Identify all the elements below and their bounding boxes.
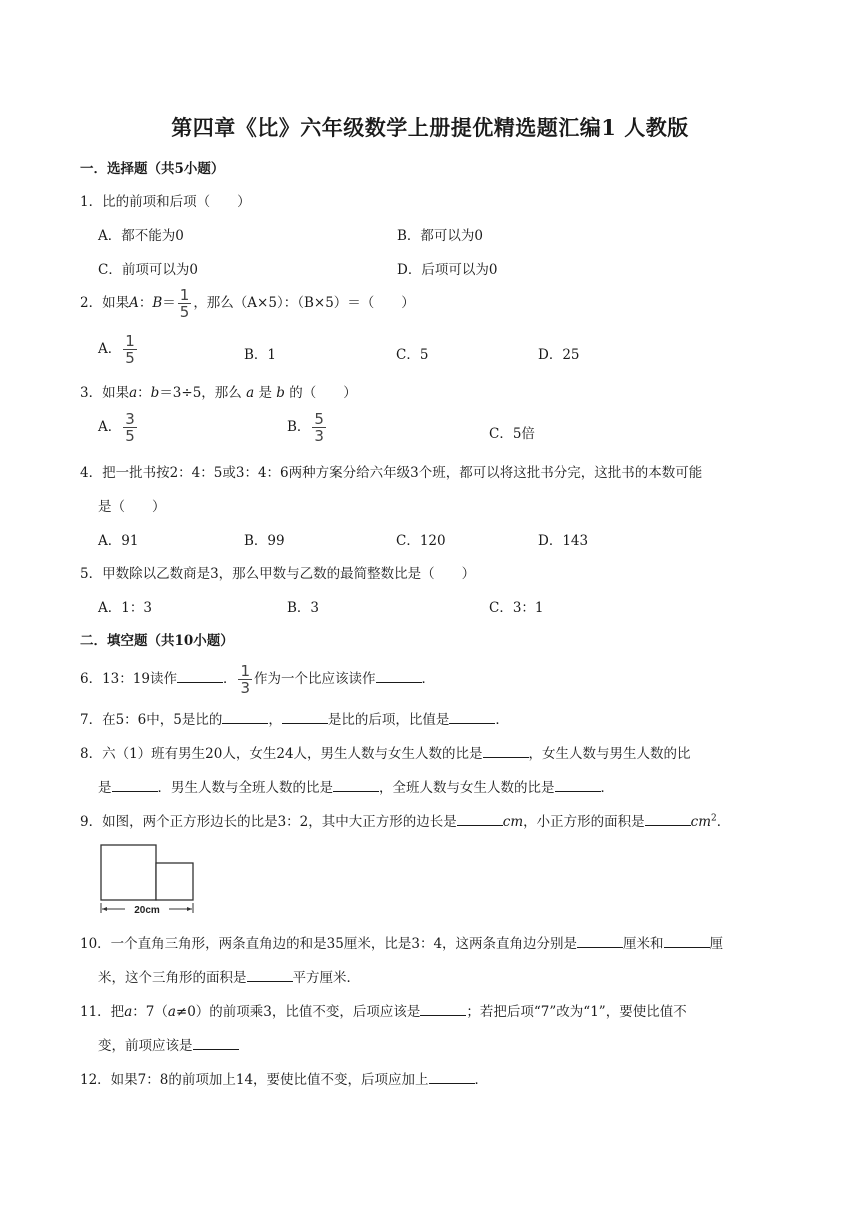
q3-option-a-fraction bbox=[123, 411, 137, 444]
question-8-line-2 bbox=[98, 776, 614, 796]
q4-option-d: D．143 bbox=[538, 533, 589, 549]
dimension-label: 20cm bbox=[134, 905, 160, 916]
q4-option-b: B．99 bbox=[244, 533, 285, 549]
q5-option-a: A．1：3 bbox=[98, 600, 152, 616]
question-2 bbox=[80, 287, 415, 320]
small-square bbox=[156, 863, 193, 900]
q11-text-3: ≠0）的前项乘3，比值不变，后项应该是 bbox=[175, 1004, 421, 1020]
q12-prefix: 12．如果7：8的前项加上14，要使比值不变，后项应加上 bbox=[80, 1072, 429, 1088]
q6-end: ． bbox=[421, 671, 435, 687]
page-title: 第四章《比》六年级数学上册提优精选题汇编1 人教版 bbox=[171, 115, 689, 140]
q2-fraction bbox=[178, 287, 192, 320]
squares-diagram bbox=[97, 843, 197, 917]
q10-text-3: 厘 bbox=[709, 936, 724, 952]
q11-text-2: ：7（ bbox=[132, 1004, 168, 1020]
q1-option-a: A．都不能为0 bbox=[98, 228, 184, 244]
q3-suffix: 的（ ） bbox=[289, 385, 357, 401]
q6-suffix: 作为一个比应该读作 bbox=[254, 671, 376, 687]
q5-option-c: C．3：1 bbox=[489, 600, 544, 616]
q10-text-5: 平方厘米． bbox=[292, 970, 360, 986]
q2-frac-den: 5 bbox=[179, 303, 190, 321]
question-11-line-1 bbox=[80, 1000, 687, 1020]
q9-end: ． bbox=[716, 814, 731, 830]
q3-is: 是 bbox=[258, 385, 272, 401]
q10-text-2: 厘米和 bbox=[623, 936, 664, 952]
arrowhead-right bbox=[187, 907, 192, 911]
q3-colon: ： bbox=[137, 385, 151, 401]
q2-frac-num: 1 bbox=[179, 286, 190, 304]
q8-text-1: 8．六（1）班有男生20人，女生24人，男生人数与女生人数的比是 bbox=[80, 746, 483, 762]
section-heading-fill: 二．填空题（共10小题） bbox=[80, 633, 234, 649]
q11-text-4: ；若把后项“7”改为“1”，要使比值不 bbox=[466, 1004, 687, 1020]
answer-blank[interactable] bbox=[376, 670, 422, 683]
question-8-line-1 bbox=[80, 742, 691, 762]
question-1: 1．比的前项和后项（ ） bbox=[80, 194, 251, 210]
q3-a-num: 3 bbox=[125, 410, 135, 428]
question-12 bbox=[80, 1068, 488, 1088]
q8-text-6: ． bbox=[600, 780, 614, 796]
q3-b-num: 5 bbox=[314, 410, 324, 428]
q8-text-3: 是 bbox=[98, 780, 112, 796]
q3-option-c: C．5倍 bbox=[489, 426, 535, 442]
q3-option-b-label: B． bbox=[287, 419, 311, 435]
squares-figure bbox=[97, 843, 197, 917]
question-10-line-2 bbox=[98, 966, 360, 986]
q11-text-5: 变，前项应该是 bbox=[98, 1038, 193, 1054]
answer-blank[interactable] bbox=[429, 1071, 475, 1084]
q3-option-a-label: A． bbox=[98, 419, 122, 435]
q2-var-b: B bbox=[152, 295, 163, 311]
q11-var-a: a bbox=[124, 1004, 133, 1020]
large-square bbox=[101, 845, 156, 900]
q8-text-2: ，女生人数与男生人数的比 bbox=[528, 746, 691, 762]
q3-option-b bbox=[287, 411, 328, 444]
q7-mid2: 是比的后项，比值是 bbox=[327, 712, 450, 728]
answer-blank[interactable] bbox=[333, 779, 379, 792]
section-heading-choice: 一．选择题（共5小题） bbox=[80, 161, 225, 177]
q9-unit-cm: cm bbox=[502, 814, 524, 830]
q3-a-den: 5 bbox=[125, 427, 135, 445]
q6-fraction bbox=[238, 663, 252, 696]
q8-text-4: ．男生人数与全班人数的比是 bbox=[157, 780, 333, 796]
question-11-line-2 bbox=[98, 1034, 239, 1054]
q1-option-d: D．后项可以为0 bbox=[397, 262, 498, 278]
q7-prefix: 7．在5：6中，5是比的 bbox=[80, 712, 223, 728]
q3-option-a bbox=[98, 411, 139, 444]
q4-option-a: A．91 bbox=[98, 533, 139, 549]
q1-option-b: B．都可以为0 bbox=[397, 228, 484, 244]
q6-prefix: 6．13：19读作 bbox=[80, 671, 177, 687]
question-10-line-1 bbox=[80, 932, 723, 952]
question-7 bbox=[80, 708, 509, 728]
answer-blank[interactable] bbox=[193, 1037, 239, 1050]
answer-blank[interactable] bbox=[420, 1003, 466, 1016]
question-9 bbox=[80, 810, 730, 830]
q2-option-c: C．5 bbox=[396, 347, 429, 363]
q2-suffix: ，那么（A×5）：（B×5）＝（ ） bbox=[193, 295, 415, 311]
answer-blank[interactable] bbox=[457, 813, 503, 826]
q10-text-1: 10．一个直角三角形，两条直角边的和是35厘米，比是3：4，这两条直角边分别是 bbox=[80, 936, 578, 952]
arrowhead-left bbox=[102, 907, 107, 911]
q8-text-5: ，全班人数与女生人数的比是 bbox=[379, 780, 555, 796]
q1-option-c: C．前项可以为0 bbox=[98, 262, 198, 278]
q7-mid1: ， bbox=[268, 712, 282, 728]
q6-dot: ． bbox=[222, 671, 237, 687]
q2-prefix: 2．如果 bbox=[80, 295, 130, 311]
answer-blank[interactable] bbox=[177, 670, 223, 683]
answer-blank[interactable] bbox=[577, 935, 623, 948]
answer-blank[interactable] bbox=[247, 969, 293, 982]
answer-blank[interactable] bbox=[555, 779, 601, 792]
question-4-line-1: 4．把一批书按2：4：5或3：4：6两种方案分给六年级3个班，都可以将这批书分完，这批书的本数可能 bbox=[80, 465, 703, 481]
q11-text-1: 11．把 bbox=[80, 1004, 125, 1020]
q2-option-a bbox=[98, 333, 139, 366]
answer-blank[interactable] bbox=[449, 711, 495, 724]
q2-option-a-label: A． bbox=[98, 341, 122, 357]
q2-option-b: B．1 bbox=[244, 347, 277, 363]
answer-blank[interactable] bbox=[483, 745, 529, 758]
question-4-line-2: 是（ ） bbox=[98, 499, 166, 515]
q3-mid: ＝3÷5，那么 bbox=[159, 385, 242, 401]
q2-option-a-fraction bbox=[123, 333, 137, 366]
q3-prefix: 3．如果 bbox=[80, 385, 130, 401]
q7-end: ． bbox=[495, 712, 509, 728]
q3-var-a: a bbox=[129, 385, 138, 401]
question-5: 5．甲数除以乙数商是3，那么甲数与乙数的最简整数比是（ ） bbox=[80, 566, 476, 582]
q9-unit-cm2: cm bbox=[690, 814, 712, 830]
q3-var-a2: a bbox=[246, 385, 255, 401]
q3-var-b: b bbox=[150, 385, 160, 401]
answer-blank[interactable] bbox=[664, 935, 710, 948]
q2-a-den: 5 bbox=[125, 349, 135, 367]
q2-var-a: A bbox=[129, 295, 139, 311]
q6-frac-den: 3 bbox=[240, 679, 250, 697]
q9-mid: ，小正方形的面积是 bbox=[523, 814, 645, 830]
q9-superscript: 2 bbox=[711, 813, 717, 824]
answer-blank[interactable] bbox=[112, 779, 158, 792]
q3-b-den: 3 bbox=[314, 427, 324, 445]
q11-var-a2: a bbox=[167, 1004, 176, 1020]
q3-option-b-fraction bbox=[312, 411, 326, 444]
q5-option-b: B．3 bbox=[287, 600, 320, 616]
q6-frac-num: 1 bbox=[240, 662, 250, 680]
q9-prefix: 9．如图，两个正方形边长的比是3：2，其中大正方形的边长是 bbox=[80, 814, 457, 830]
question-3 bbox=[80, 381, 357, 401]
q2-a-num: 1 bbox=[125, 332, 135, 350]
answer-blank[interactable] bbox=[282, 711, 328, 724]
answer-blank[interactable] bbox=[222, 711, 268, 724]
q12-end: ． bbox=[474, 1072, 489, 1088]
q10-text-4: 米，这个三角形的面积是 bbox=[98, 970, 247, 986]
q2-colon: ： bbox=[138, 295, 153, 311]
q4-option-c: C．120 bbox=[396, 533, 446, 549]
answer-blank[interactable] bbox=[645, 813, 691, 826]
question-6 bbox=[80, 663, 435, 696]
q2-option-d: D．25 bbox=[538, 347, 580, 363]
q2-equals: ＝ bbox=[162, 295, 176, 311]
q3-var-b2: b bbox=[276, 385, 285, 401]
